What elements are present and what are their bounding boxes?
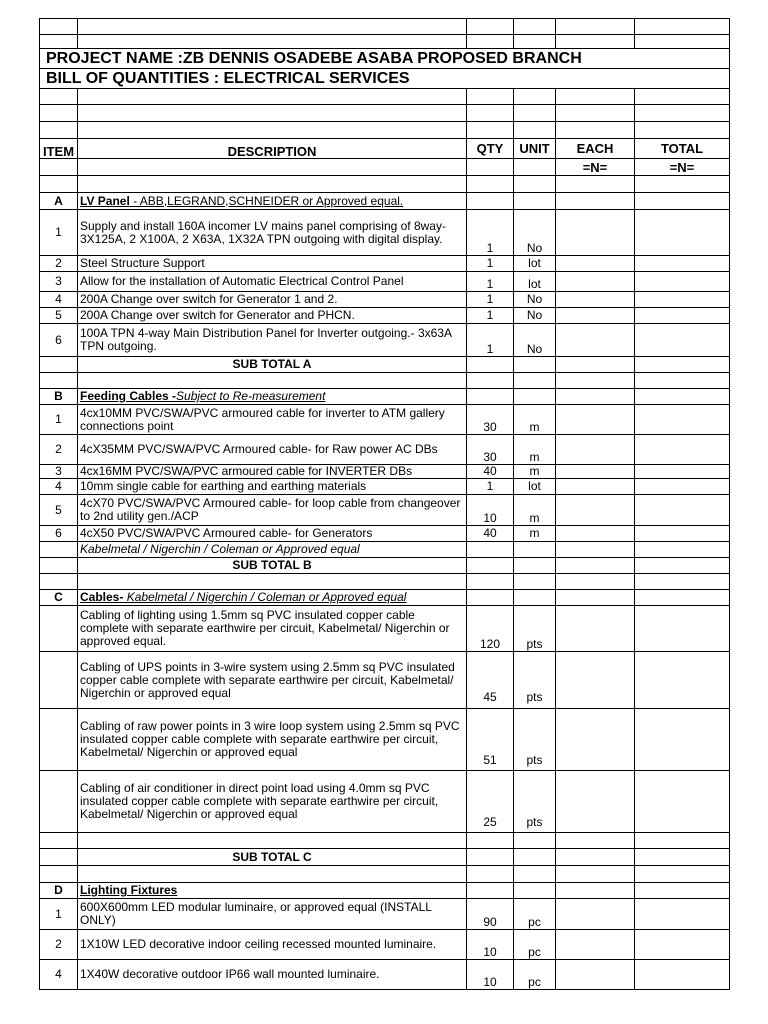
item-qty: 1 [467,210,514,256]
item-qty: 51 [467,709,514,771]
table-row [40,479,730,495]
header-each: EACH [556,139,635,159]
item-description: Steel Structure Support [78,256,467,272]
subtotal-row [40,558,730,574]
item-number: 4 [40,960,78,990]
item-number: 5 [40,308,78,324]
table-row [40,930,730,960]
table-row [40,899,730,930]
item-unit: pts [514,652,556,709]
item-unit: lot [514,479,556,495]
item-unit: No [514,308,556,324]
section-a-heading [40,193,730,210]
item-description: 4cX70 PVC/SWA/PVC Armoured cable- for loop cable from changeover to 2nd utility gen./ACP [78,495,467,526]
blank-row [40,833,730,849]
item-qty: 1 [467,308,514,324]
item-unit: m [514,526,556,542]
section-b-heading [40,389,730,405]
item-qty: 1 [467,272,514,292]
item-description: 4cx16MM PVC/SWA/PVC armoured cable for INVERTER DBs [78,465,467,479]
note-row [40,542,730,558]
header-description: DESCRIPTION [78,139,467,159]
item-unit: No [514,292,556,308]
subtotal-label: SUB TOTAL A [78,357,467,373]
section-letter: D [40,883,78,899]
item-description: Cabling of air conditioner in direct point load using 4.0mm sq PVC insulated copper cable complete with separate earthwire per circuit, Kabelmetal/ Nigerchin or approved equal [78,771,467,833]
item-number: 2 [40,435,78,465]
item-number [40,771,78,833]
subtotal-row [40,357,730,373]
item-number [40,606,78,652]
item-qty: 120 [467,606,514,652]
item-number: 6 [40,324,78,357]
subtotal-row [40,849,730,866]
item-number: 4 [40,479,78,495]
bill-title: BILL OF QUANTITIES : ELECTRICAL SERVICES [40,69,730,89]
item-qty: 1 [467,256,514,272]
table-row [40,960,730,990]
table-row [40,435,730,465]
header-total: TOTAL [635,139,730,159]
section-note: Kabelmetal / Nigerchin / Coleman or Approved equal [78,542,467,558]
table-row [40,405,730,435]
item-unit: m [514,495,556,526]
item-qty: 30 [467,435,514,465]
currency-row [40,159,730,176]
item-description: 4cX50 PVC/SWA/PVC Armoured cable- for Generators [78,526,467,542]
item-qty: 10 [467,960,514,990]
blank-row [40,35,730,49]
section-title: Feeding Cables - [80,389,177,403]
boq-table [39,18,730,990]
item-number: 1 [40,405,78,435]
item-qty: 30 [467,405,514,435]
item-description: 200A Change over switch for Generator 1 and 2. [78,292,467,308]
item-description: 100A TPN 4-way Main Distribution Panel for Inverter outgoing.- 3x63A TPN outgoing. [78,324,467,357]
section-subtitle: - ABB,LEGRAND,SCHNEIDER or Approved equal. [129,193,404,208]
blank-row [40,19,730,35]
item-description: Allow for the installation of Automatic Electrical Control Panel [78,272,467,292]
table-row [40,308,730,324]
item-unit: pc [514,930,556,960]
item-unit: No [514,324,556,357]
item-description: Cabling of UPS points in 3-wire system using 2.5mm sq PVC insulated copper cable complete with separate earthwire per circuit, Kabelmetal/ Nigerchin or approved equal [78,652,467,709]
item-unit: m [514,435,556,465]
each-currency: =N= [556,159,635,176]
item-description: Cabling of raw power points in 3 wire loop system using 2.5mm sq PVC insulated copper cable complete with separate earthwire per circuit, Kabelmetal/ Nigerchin or approved equal [78,709,467,771]
item-description: 1X10W LED decorative indoor ceiling recessed mounted luminaire. [78,930,467,960]
bill-title-row [40,69,730,89]
blank-row [40,373,730,389]
item-description: 4cX35MM PVC/SWA/PVC Armoured cable- for Raw power AC DBs [78,435,467,465]
item-qty: 45 [467,652,514,709]
item-qty: 1 [467,292,514,308]
item-unit: No [514,210,556,256]
item-number: 1 [40,210,78,256]
table-row [40,272,730,292]
subtotal-label: SUB TOTAL B [78,558,467,574]
table-row [40,495,730,526]
item-unit: m [514,465,556,479]
item-description: 10mm single cable for earthing and earthing materials [78,479,467,495]
item-description: Supply and install 160A incomer LV mains panel comprising of 8way- 3X125A, 2 X100A, 2 X63A, 1X32A TPN outgoing with digital display. [78,210,467,256]
section-subtitle: Subject to Re-measurement [176,389,326,403]
blank-row [40,105,730,122]
section-title: Cables- [80,590,124,604]
table-row [40,652,730,709]
item-number: 3 [40,465,78,479]
table-row [40,256,730,272]
item-description: 1X40W decorative outdoor IP66 wall mounted luminaire. [78,960,467,990]
item-qty: 1 [467,479,514,495]
item-qty: 1 [467,324,514,357]
item-number: 6 [40,526,78,542]
section-c-heading [40,590,730,606]
header-qty: QTY [467,139,514,159]
item-number [40,652,78,709]
item-number: 3 [40,272,78,292]
table-row [40,606,730,652]
item-unit: pts [514,771,556,833]
blank-row [40,176,730,193]
section-letter: C [40,590,78,606]
item-unit: m [514,405,556,435]
item-description: 200A Change over switch for Generator and PHCN. [78,308,467,324]
header-item: ITEM [40,139,78,159]
item-number: 2 [40,256,78,272]
section-d-heading [40,883,730,899]
item-qty: 10 [467,495,514,526]
section-title: Lighting Fixtures [80,883,178,897]
item-number: 4 [40,292,78,308]
project-title: PROJECT NAME :ZB DENNIS OSADEBE ASABA PROPOSED BRANCH [40,49,730,69]
total-currency: =N= [635,159,730,176]
section-letter: A [40,193,78,210]
subtotal-label: SUB TOTAL C [78,849,467,866]
section-letter: B [40,389,78,405]
item-qty: 10 [467,930,514,960]
blank-row [40,574,730,590]
column-header-row [40,139,730,159]
item-qty: 90 [467,899,514,930]
item-description: Cabling of lighting using 1.5mm sq PVC insulated copper cable complete with separate earthwire per circuit, Kabelmetal/ Nigerchin or approved equal. [78,606,467,652]
table-row [40,771,730,833]
item-qty: 40 [467,526,514,542]
item-qty: 40 [467,465,514,479]
item-unit: pts [514,606,556,652]
table-row [40,465,730,479]
table-row [40,709,730,771]
table-row [40,324,730,357]
item-qty: 25 [467,771,514,833]
item-unit: lot [514,272,556,292]
item-unit: lot [514,256,556,272]
blank-row [40,866,730,883]
project-title-row [40,49,730,69]
item-unit: pts [514,709,556,771]
table-row [40,526,730,542]
item-unit: pc [514,899,556,930]
section-title: LV Panel [80,193,130,208]
header-unit: UNIT [514,139,556,159]
blank-row [40,122,730,139]
table-row [40,210,730,256]
item-number [40,709,78,771]
item-description: 600X600mm LED modular luminaire, or approved equal (INSTALL ONLY) [78,899,467,930]
item-number: 5 [40,495,78,526]
item-unit: pc [514,960,556,990]
item-description: 4cx10MM PVC/SWA/PVC armoured cable for inverter to ATM gallery connections point [78,405,467,435]
table-row [40,292,730,308]
blank-row [40,89,730,105]
item-number: 2 [40,930,78,960]
section-subtitle: Kabelmetal / Nigerchin / Coleman or Approved equal [123,590,407,604]
item-number: 1 [40,899,78,930]
